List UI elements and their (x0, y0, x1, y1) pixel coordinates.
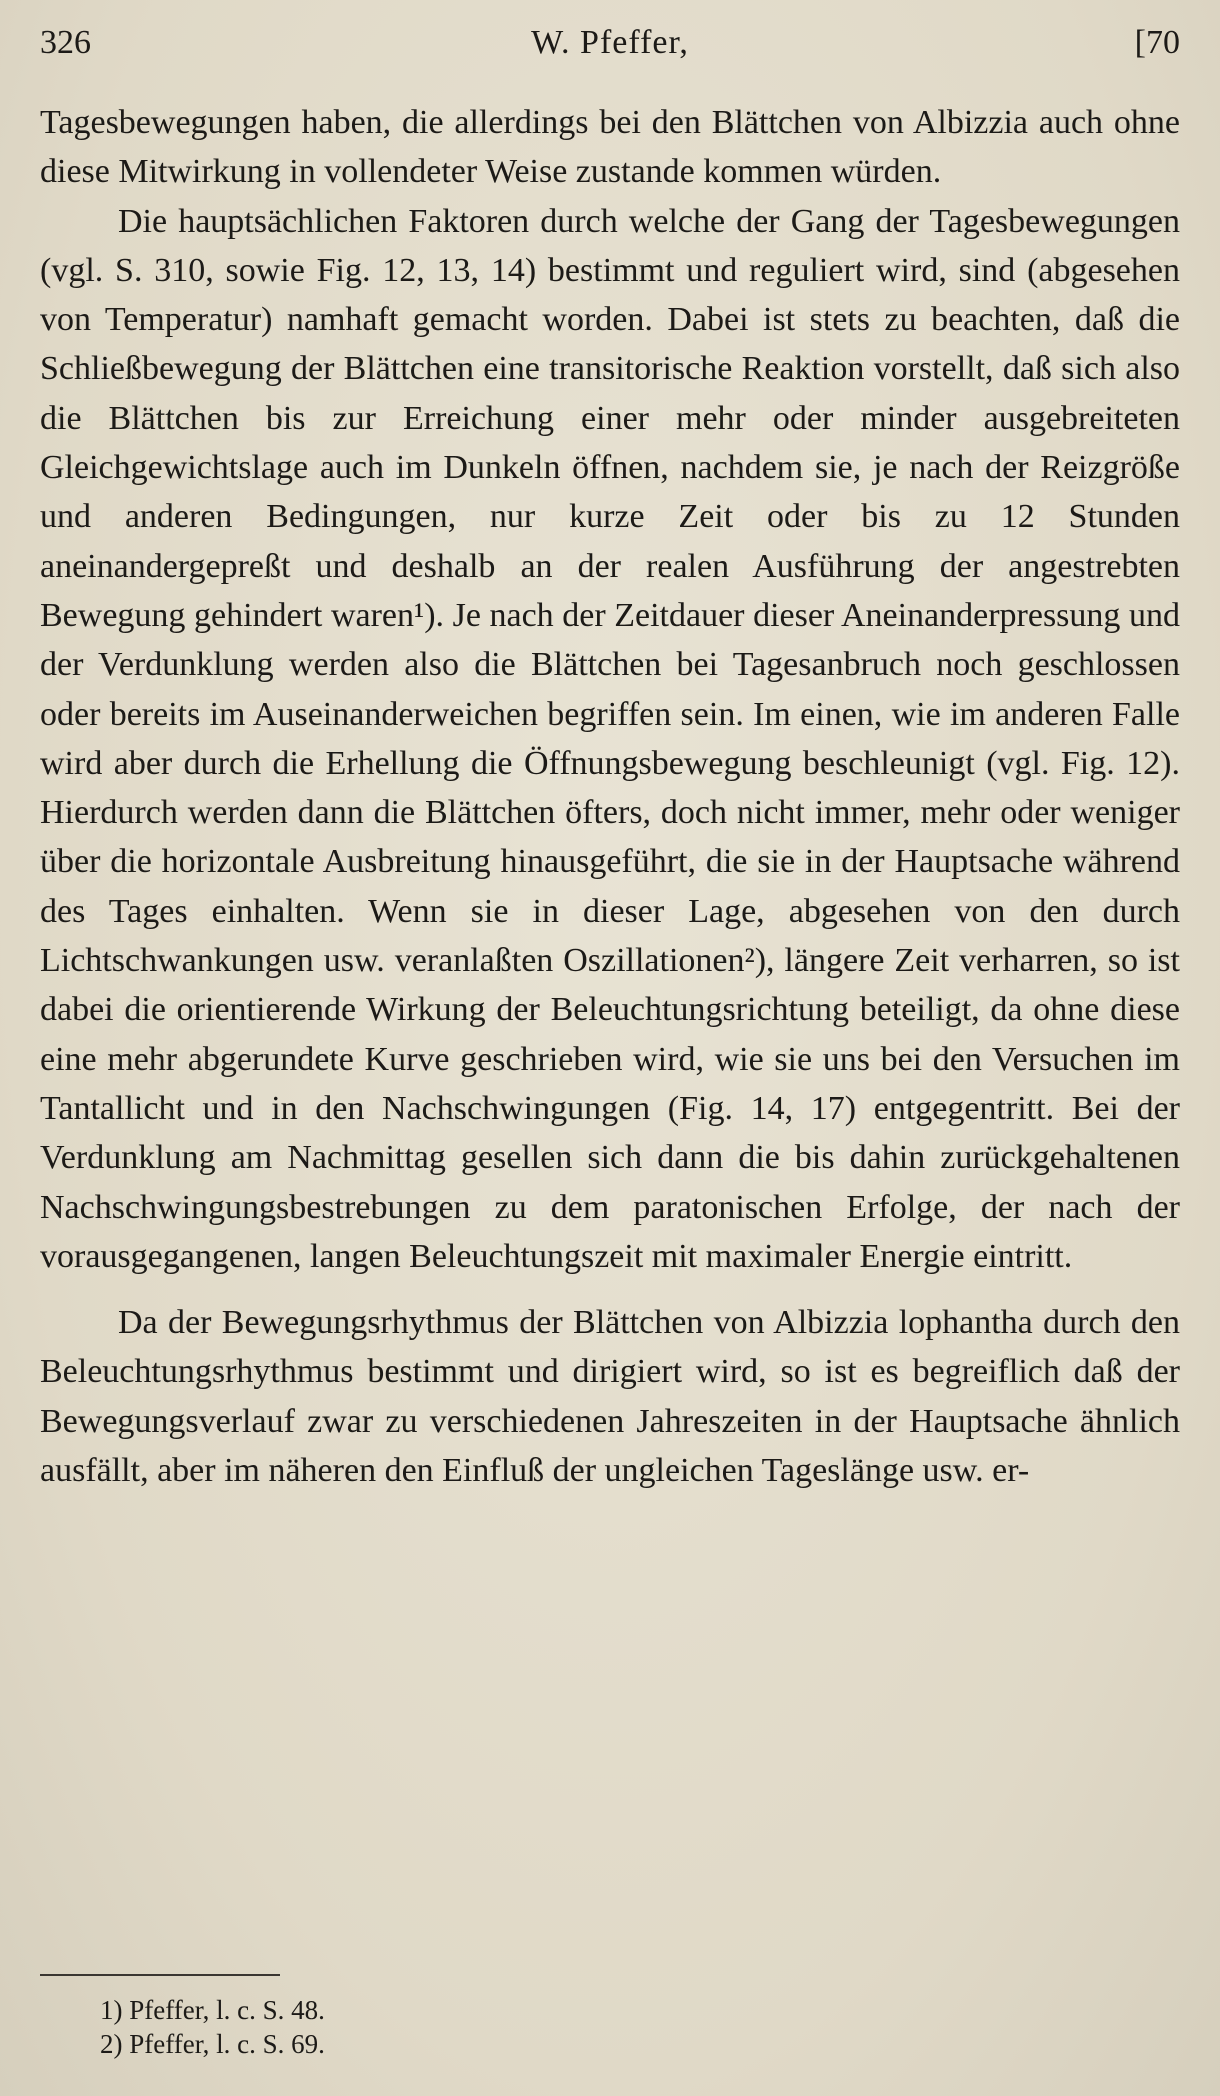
footnote: 1) Pfeffer, l. c. S. 48. (100, 1995, 325, 2025)
paragraph: Tagesbewegungen haben, die allerdings bei den Blättchen von Albizzia auch ohne diese Mitwirkung in vollendeter Weise zustande kommen würden. (40, 104, 1180, 191)
footnote: 2) Pfeffer, l. c. S. 69. (100, 2029, 325, 2059)
running-head: W. Pfeffer, (531, 24, 689, 61)
page-header (40, 24, 1180, 74)
page-number: 326 (40, 24, 91, 61)
paragraph: Die hauptsächlichen Faktoren durch welche der Gang der Tagesbewegungen (vgl. S. 310, sowie Fig. 12, 13, 14) bestimmt und reguliert wird, sind (abgesehen von Temperatur) namhaft gemacht worden. Dabei ist stets zu beachten, daß die Schließbewegung der Blättchen eine transitorische Reaktion vorstellt, daß sich also die Blättchen bis zur Erreichung einer mehr oder minder ausgebreiteten Gleichgewichtslage auch im Dunkeln öffnen, nachdem sie, je nach der Reizgröße und anderen Bedingungen, nur kurze Zeit oder bis zu 12 Stunden aneinandergepreßt und deshalb an der realen Ausführung der angestrebten Bewegung gehindert waren¹). Je nach der Zeitdauer dieser Aneinanderpressung und der Verdunklung werden also die Blättchen bei Tagesanbruch noch geschlossen oder bereits im Auseinanderweichen begriffen sein. Im einen, wie im anderen Falle wird aber durch die Erhellung die Öffnungsbewegung beschleunigt (vgl. Fig. 12). Hierdurch werden dann die Blättchen öfters, doch nicht immer, mehr oder weniger über die horizontale Ausbreitung hinausgeführt, die sie in der Hauptsache während des Tages einhalten. Wenn sie in dieser Lage, abgesehen von den durch Lichtschwankungen usw. veranlaßten Oszillationen²), längere Zeit verharren, so ist dabei die orientierende Wirkung der Beleuchtungsrichtung beteiligt, da ohne diese eine mehr abgerundete Kurve geschrieben wird, wie sie uns bei den Versuchen im Tantallicht und in den Nachschwingungen (Fig. 14, 17) entgegentritt. Bei der Verdunklung am Nachmittag gesellen sich dann die bis dahin zurückgehaltenen Nachschwingungsbestrebungen zu dem paratonischen Erfolge, der nach der vorausgegangenen, langen Beleuchtungszeit mit maximaler Energie eintritt. (40, 202, 1180, 1275)
marginal-page-reference: [70 (1134, 24, 1180, 61)
footnotes (100, 1993, 325, 2061)
body-text (40, 98, 1180, 1495)
footnote-divider (40, 1974, 280, 1976)
paragraph: Da der Bewegungsrhythmus der Blättchen von Albizzia lophantha durch den Beleuchtungsrhythmus bestimmt und dirigiert wird, so ist es begreiflich daß der Bewegungsverlauf zwar zu verschiedenen Jahreszeiten in der Hauptsache ähnlich ausfällt, aber im näheren den Einfluß der ungleichen Tageslänge usw. er- (40, 1304, 1180, 1490)
